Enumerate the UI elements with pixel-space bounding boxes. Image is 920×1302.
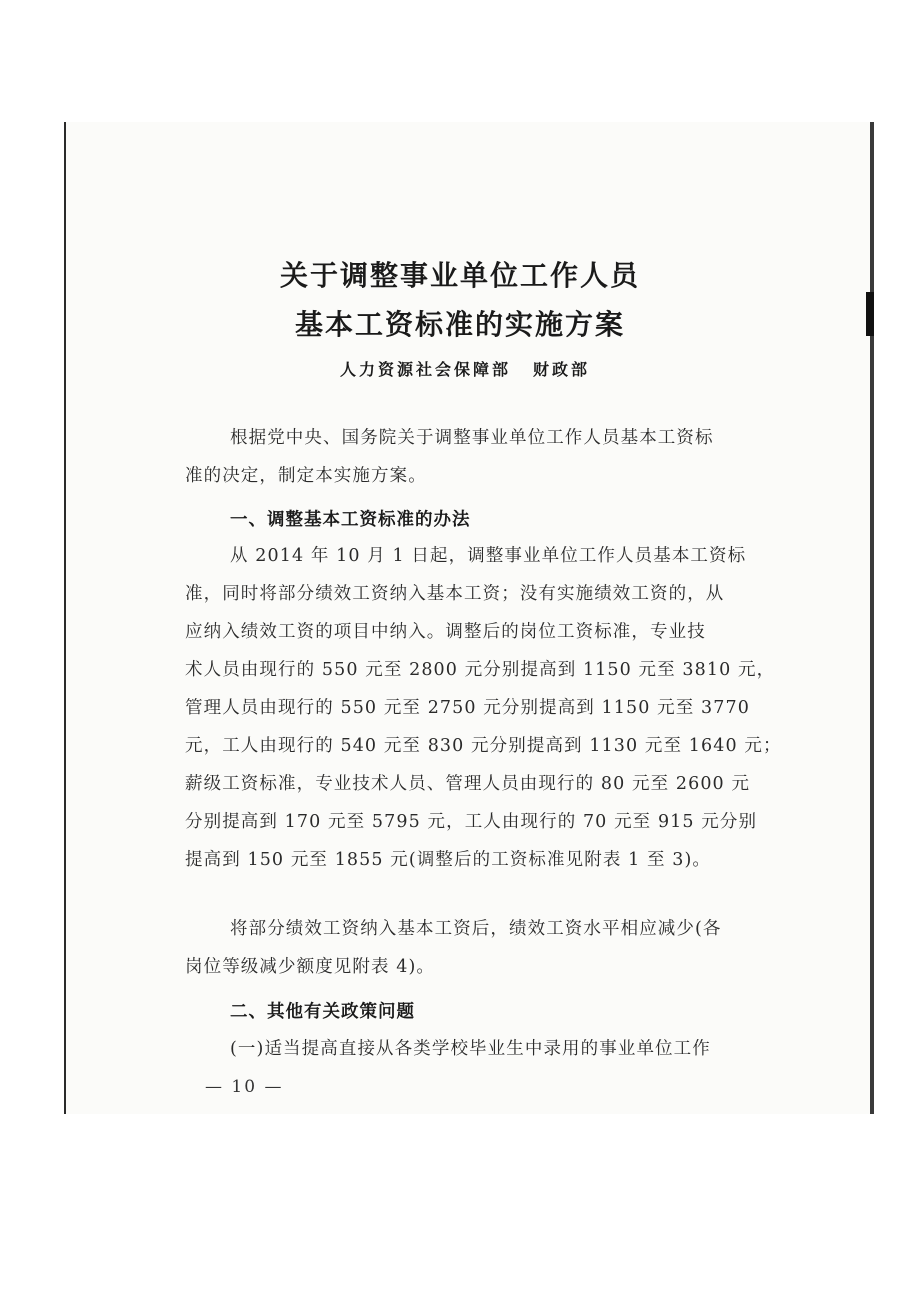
author-ministry-hr: 人力资源社会保障部 (340, 360, 512, 379)
author-ministry-finance: 财政部 (533, 360, 591, 379)
paragraph-line: 岗位等级减少额度见附表 4)。 (185, 957, 436, 977)
page-number: — 10 — (205, 1077, 284, 1097)
paragraph-line: 术人员由现行的 550 元至 2800 元分别提高到 1150 元至 3810 元， (185, 660, 776, 680)
paragraph-line: 管理人员由现行的 550 元至 2750 元分别提高到 1150 元至 3770 (185, 698, 750, 718)
paragraph-line: 从 2014 年 10 月 1 日起，调整事业单位工作人员基本工资标 (230, 546, 747, 566)
paragraph-line: (一)适当提高直接从各类学校毕业生中录用的事业单位工作 (230, 1039, 711, 1059)
paragraph-line: 将部分绩效工资纳入基本工资后，绩效工资水平相应减少(各 (230, 919, 722, 939)
issuing-authorities (340, 357, 590, 380)
paragraph-line: 分别提高到 170 元至 5795 元，工人由现行的 70 元至 915 元分别 (185, 812, 758, 832)
section-2-heading: 二、其他有关政策问题 (230, 1002, 415, 1022)
paragraph-line: 元，工人由现行的 540 元至 830 元分别提高到 1130 元至 1640 元； (185, 736, 782, 756)
page-right-edge (870, 122, 874, 1114)
document-title-line-1: 关于调整事业单位工作人员 (279, 259, 640, 292)
document-title-line-2: 基本工资标准的实施方案 (294, 308, 625, 341)
paragraph-line: 薪级工资标准，专业技术人员、管理人员由现行的 80 元至 2600 元 (185, 774, 751, 794)
page-left-edge (64, 122, 66, 1114)
page-edge-mark (866, 292, 874, 336)
paragraph-line: 提高到 150 元至 1855 元(调整后的工资标准见附表 1 至 3)。 (185, 850, 711, 870)
paragraph-line: 应纳入绩效工资的项目中纳入。调整后的岗位工资标准，专业技 (185, 622, 706, 642)
section-1-heading: 一、调整基本工资标准的办法 (230, 510, 471, 530)
paragraph-line: 根据党中央、国务院关于调整事业单位工作人员基本工资标 (230, 428, 714, 448)
paragraph-line: 准，同时将部分绩效工资纳入基本工资；没有实施绩效工资的，从 (185, 584, 725, 604)
paragraph-line: 准的决定，制定本实施方案。 (185, 466, 427, 486)
